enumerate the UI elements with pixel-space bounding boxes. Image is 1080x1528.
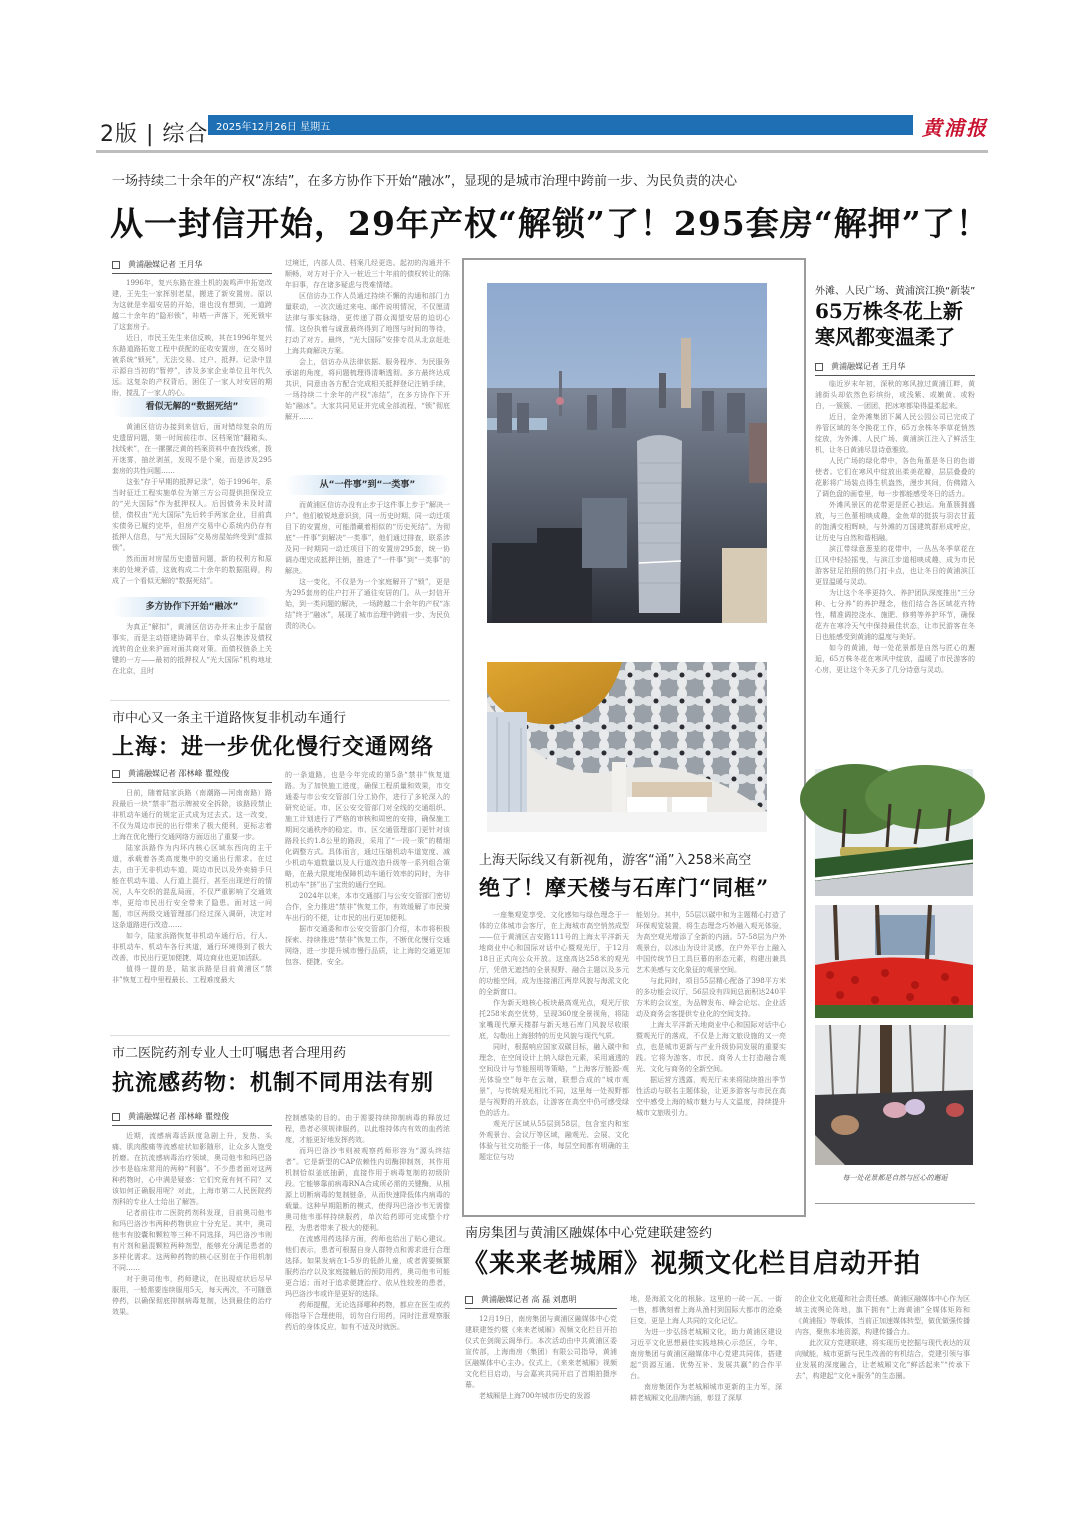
paragraph: 1996年，复兴东路在淮土机的轰鸣声中拓宽改建，王先生一家挥别老屋，搬进了新安置房。原以为这就是幸福安居的开始，谁也没有想到，一道跨越二十余年的“隐形锁”，咔嗒一声落下，死死锁牢了这套房子。 xyxy=(112,279,272,331)
traffic-kicker: 市中心又一条主干道路恢复非机动车通行 xyxy=(112,711,347,726)
lead-column-1-mid xyxy=(112,422,272,590)
gardeners-planting-image xyxy=(815,1025,973,1165)
paragraph: 控制感染的目的。由于需要持续抑制病毒的释放过程，患者必须规律服药，以此维持体内有效的血药浓度，才能更好地发挥药效。 xyxy=(285,1114,450,1144)
paragraph: 近期，流感病毒活跃度急剧上升，发热、头痛、肌肉酸痛等流感症状如影随形，让众多人饱受折磨。在抗流感病毒治疗领域，奥司他韦和玛巴洛沙韦是临床常用的两种“利器”。不少患者面对这两种药物时，心中满是疑惑：它们究竟有何不同？又该如何正确服用呢？对此，上海市第二人民医院药剂科的专业人士给出了解答。 xyxy=(112,1132,272,1206)
laolai-column-3 xyxy=(795,1294,970,1404)
paragraph: 12月19日，南房集团与黄浦区融媒体中心党建联建签约暨《来来老城厢》视频文化栏目开拍仪式在剑阁云阁举行。本次活动由中共黄浦区委宣传部，上海南房（集团）有限公司指导，黄浦区融媒体中心主办。仪式上，《来来老城厢》视频文化栏目启动，与会嘉宾共同开启了首期拍摄序幕。 xyxy=(465,1315,617,1389)
lead-subhead-2: 多方协作下开始“融冰” xyxy=(112,597,272,617)
lead-kicker: 一场持续二十余年的产权“冻结”，在多方协作下开始“融冰”，显现的是城市治理中跨前一步、为民负责的决心 xyxy=(112,174,737,189)
lead-column-1-bottom xyxy=(112,622,272,682)
byline-text: 黄浦融媒记者 邵林峰 瞿煌俊 xyxy=(128,1112,230,1121)
paragraph: 据市交通委和市公安交管部门介绍，本市将积极探索、持续推进“禁非”恢复工作，不断优化慢行交通网络，进一步提升城市慢行品质，让上海的交通更加包容、便捷、安全。 xyxy=(285,925,450,966)
paragraph: 会上，信访办从法律依据、服务程序、为民服务承诺的角度，将问题梳理得清晰透彻。多方最终达成共识，同意由各方配合完成相关抵押登记注销手续，一场持续二十余年的产权“冻结”，在多方协作下开始“融冰”。大家共同见证并完成全部流程，“锁”彻底解开…… xyxy=(285,358,450,421)
paragraph: 与此同时，项目55层精心配备了398平方米的多功能会议厅，56层设有四间总面积达240平方米的会议室，为品牌发布、峰会论坛、企业活动及商务会客提供专业化的空间支持。 xyxy=(636,977,786,1018)
byline-text: 黄浦融媒记者 邵林峰 瞿煌俊 xyxy=(128,769,230,778)
laolai-column-1 xyxy=(465,1314,617,1404)
paragraph: 然而面对房屋历史遗留问题，新的权利方和原来的处境矛盾，这就构成二十余年的数据阻碍，构成了一个看似无解的“数据死结”。 xyxy=(112,555,272,585)
byline-box-icon xyxy=(815,363,823,371)
flu-column-2 xyxy=(285,1113,450,1501)
skyline-photo xyxy=(487,283,767,623)
flowers-byline xyxy=(815,361,975,376)
traffic-column-1 xyxy=(112,788,272,1018)
masthead-divider xyxy=(96,150,988,153)
paragraph: 这一变化，不仅是为一个家庭解开了“锁”，更是为295套房的住户打开了通往安居的门。从一封信开始，到一类问题的解决，一场跨越二十余年的产权“冻结”终于“融冰”，展现了城市治理中跨前一步、为民负责的决心。 xyxy=(285,578,450,630)
tulip-bed-photo xyxy=(815,905,973,1018)
paragraph: 地，是海派文化的根脉。这里的一砖一瓦、一街一巷，都镌刻着上海从渔村到国际大都市的沧桑巨变，更是上海人共同的文化记忆。 xyxy=(630,1295,782,1325)
tree-lined-road-image xyxy=(815,769,973,896)
observation-deck-image xyxy=(487,662,767,832)
byline-box-icon xyxy=(112,261,120,269)
paragraph: 日前，随着陆家浜路（南潮路—河南南路）路段最后一块“禁非”指示牌被安全拆除，该路段禁止非机动车通行的规定正式成为过去式。这一改变，不仅为周边市民的出行带来了极大便利，更标志着上海在优化慢行交通网络方面迈出了重要一步。 xyxy=(112,789,272,841)
tree-lined-road-photo xyxy=(815,769,973,896)
paragraph: 而玛巴洛沙韦则被观察药师形容为“源头终结者”。它是新型的CAP依赖性内切酶抑制剂，其作用机制恰似釜底抽薪，直接作用于病毒复制的初级阶段。它能够靠前病毒RNA合成所必需的关键酶，从根源上切断病毒的复制链条，从而快速降低体内病毒的载量。这种早期阻断的模式，使得玛巴洛沙韦无需像奥司他韦那样持续服药，单次给药即可完成整个疗程，为患者带来了极大的便利。 xyxy=(285,1147,450,1232)
skyline-column-2 xyxy=(636,910,786,1206)
traffic-byline xyxy=(112,768,272,783)
paragraph: 药师提醒，无论选择哪种药物，都应在医生或药师指导下合理使用，切勿自行用药，同时注意观察服药后的身体反应，如有不适及时就医。 xyxy=(285,1301,450,1331)
paragraph: 外滩风景区的花带更是匠心独运。角堇簇拥盛放，与三色堇相映成趣，金鱼草的挺拔与羽衣甘蓝的饱满交相辉映，与外滩的万国建筑群形成呼应，让历史与自然和谐相融。 xyxy=(815,501,975,542)
lead-column-2-top xyxy=(285,258,450,463)
skyline-image xyxy=(487,283,767,623)
paragraph: 同时，根据响应国家双碳目标，融入碳中和理念，在空间设计上纳入绿色元素，采用通透的空间设计与节能照明等策略，“上海客厅能源-观光体验空”每年在云端，联想合成的“城市观景”，与传统观光相比不同，这里每一处视野都是与视野的开放态，让游客在高空中仍可感受绿色的活力。 xyxy=(479,1043,629,1117)
paragraph: 为真正“解扣”，黄浦区信访办并未止步于屋宿事实，而是主动搭建协调平台，牵头召集涉及债权流转的企业来沪面对面共商对策。而债权链条上关键的一方——最初的抵押权人“光大国际”机构地址在北京，且时 xyxy=(112,623,272,675)
laolai-headline: 《来来老城厢》视频文化栏目启动开拍 xyxy=(462,1249,922,1279)
byline-box-icon xyxy=(465,1296,473,1304)
paragraph: 作为新天地核心板块最高观光点，观光厅依托258米高空优势，呈现360度全景视角，将陆家嘴现代摩天楼群与新天地石库门风貌尽收眼底，勾勒出上海独特的历史风貌与现代气质。 xyxy=(479,999,629,1040)
paragraph: 能划分。其中，55层以碳中和为主题精心打造了环保观览装置，将生态理念巧妙融入观光体验，为高空观光增添了全新的内涵。57-58层为户外观景台，以冰山为设计灵感，在户外平台上融入中国传统节日工具巨幕的形态元素，构建出兼具艺术美感与文化象征的观景空间。 xyxy=(636,911,786,974)
paragraph: 过境迁，内部人员、档案几经更迭。起初的沟通并不顺畅，对方对于介入一桩近三十年前的债权转让的陈年旧事，存在诸多疑虑与畏难情绪。 xyxy=(285,259,450,289)
flowers-headline-line-1: 65万株冬花上新 xyxy=(815,299,963,323)
lead-subhead-1: 看似无解的“数据死结” xyxy=(112,397,272,417)
flowers-end-rule xyxy=(815,1203,975,1204)
section-divider xyxy=(110,1035,450,1036)
paragraph: 南房集团作为老城厢城市更新的主力军，深耕老城厢文化品牌内涵，彰显了深厚 xyxy=(630,1383,782,1402)
flu-headline: 抗流感药物：机制不同用法有别 xyxy=(112,1070,435,1096)
paragraph: 近日，金外滩集团下属人民公园公司已完成了养管区域的冬令换花工作，65万余株冬季草花悄然绽放，为外滩、人民广场、黄浦滨江注入了鲜活生机，让冬日黄浦尽显诗意雅致。 xyxy=(815,413,975,454)
paragraph: 上海太平洋新天地商业中心和国际对话中心暨观光厅的落成，不仅是上海文旅设施的又一亮点，也是城市更新与产业升级协同发展的重要实践。它将为游客、市民、商务人士打造融合观光、文化与商务的全新空间。 xyxy=(636,1021,786,1073)
laolai-byline xyxy=(465,1294,617,1309)
paragraph: 2024年以来，本市交通部门与公安交管部门密切合作，全力推进“禁非”恢复工作，有效缓解了市民骑车出行的不便，让市民的出行更加便利。 xyxy=(285,892,450,922)
paragraph: 近日，市民王先生来信反映，其在1996年复兴东路道路拓宽工程中获配的征收安置房，在交易时被系统“锁死”，无法交易、过户、抵押。记录中显示源自当初的“暂停”，涉及多家企业单位且年代久远。这复杂的产权背后，困住了一家人对安居的期盼，搅乱了一家人的心。 xyxy=(112,334,272,397)
lead-headline: 从一封信开始，29年产权“解锁”了！295套房“解押”了！ xyxy=(110,204,990,243)
paragraph: 在流感用药选择方面，药师也给出了贴心建议。他们表示，患者可根据自身人群特点和需求进行合理选择。如果发病在1-5岁的低龄儿童，或者需要频繁服药治疗以及家庭接触后的预防用药，奥司他韦可能更合适；而对于追求便捷治疗、依从性较差的患者，玛巴洛沙韦或许是更好的选择。 xyxy=(285,1235,450,1298)
edition-label: 2版 | 综合 xyxy=(100,122,209,147)
laolai-kicker: 南房集团与黄浦区融媒体中心党建联建签约 xyxy=(465,1226,713,1241)
skyline-headline: 绝了！摩天楼与石库门“同框” xyxy=(479,875,770,900)
tulip-bed-image xyxy=(815,905,973,1018)
date-bar xyxy=(208,115,913,135)
traffic-column-2 xyxy=(285,770,450,1018)
paragraph: 人民广场的绿化带中，各色角堇是冬日的色谱使者。它们在寒风中绽放出柔美花瓣，层层叠叠的花影将广场装点得生机盎然，漫步其间，仿佛踏入了调色盘的画卷里，每一步都能感受冬日的活力。 xyxy=(815,457,975,498)
paragraph: 老城厢是上海700年城市历史的发源 xyxy=(479,1392,591,1400)
paragraph: 黄浦区信访办接到来信后，面对错综复杂的历史遗留问题，第一时间前往市、区档案馆“翻箱头、找线索”，在一摞摞泛黄的档案资料中查找线索，拨开迷雾，抽丝剥茧，发现不是个案，而是涉及295套房的共性问题…… xyxy=(112,423,272,475)
gardeners-planting-photo xyxy=(815,1025,973,1165)
paragraph: 记者前往市二医院药剂科发现，目前奥司他韦和玛巴洛沙韦两种药物供应十分充足。其中，奥司他韦有胶囊和颗粒等三种不同选择，玛巴洛沙韦则有片剂和悬混颗粒两种剂型，能够充分满足患者的多样化需求。这两种药物的核心区别在于作用机制不同…… xyxy=(112,1209,272,1272)
lead-byline xyxy=(112,259,272,274)
byline-box-icon xyxy=(112,1113,120,1121)
laolai-column-2 xyxy=(630,1294,782,1404)
byline-box-icon xyxy=(112,770,120,778)
flu-kicker: 市二医院药剂专业人士叮嘱患者合理用药 xyxy=(112,1046,347,1061)
newspaper-logo: 黄浦报 xyxy=(922,116,988,140)
paragraph: 观光厅区域从55层到58层，包含室内和室外观景台、会议厅等区域，融观光、会展、文化体验与社交功能于一体，每层空间都有明确的主题定位与功 xyxy=(479,1120,629,1161)
paragraph: 值得一提的是，陆家浜路是目前黄浦区“禁非”恢复工程中里程最长、工程难度最大 xyxy=(112,965,272,984)
paragraph: 为让这个冬季更持久、养护团队深度推出“三分种、七分养”的养护理念，他们结合各区域花卉特性，精准调控浇水、施肥、修剪等养护环节，确保花卉在寒冷天气中保持最佳状态，让市民游客在冬日也能感受到黄浦的温度与美好。 xyxy=(815,589,975,641)
paragraph: 临近岁末年初，深秋的寒风掠过黄浦江畔，黄浦街头却依然色彩缤纷，或浅紫、或嫩黄、或粉白，一簇簇、一团团，把冰寒都染得温柔起来。 xyxy=(815,380,975,410)
lead-subhead-3: 从“一件事”到“一类事” xyxy=(285,475,450,495)
flowers-headline xyxy=(815,298,980,350)
paragraph: 陆家浜路作为内环内核心区域东西向的主干道，承载着各类高度集中的交通出行需求。在过去，由于无非机动车道，周边市民以及外卖骑手只能在机动车道、人行道上混行，甚至出现逆行的情况，人车交织的混乱局面，不仅严重影响了交通效率，更给市民出行安全带来了隐患。面对这一问题，市区两级交通管理部门经过深入调研，决定对这条道路进行改造…… xyxy=(112,844,272,929)
section-divider xyxy=(110,700,450,701)
traffic-headline: 上海：进一步优化慢行交通网络 xyxy=(112,734,435,760)
paragraph: 区信访办工作人员通过持续不懈的沟通和部门力量联动，一次次通过来电、邮件说明情况，不仅厘清法律与事实脉络，更传递了群众渴望安居的迫切心情。这份执着与诚意最终得到了地图与时间的等待，打动了对方。最终，“光大国际”安排专员从北京赶赴上海共商解决方案。 xyxy=(285,292,450,355)
lead-column-1-top xyxy=(112,278,272,397)
lead-column-2-bottom xyxy=(285,500,450,682)
paragraph: 如今，陆家浜路恢复非机动车通行后，行人、非机动车、机动车各行其道，通行环境得到了极大改善，市民出行更加便捷，周边商业也更加活跃。 xyxy=(112,932,272,962)
paragraph: 据运营方透露，观光厅未来将陆续推出季节性活动与联名主题体验，让更多游客与市民在高空中感受上海的城市魅力与人文温度，持续提升城市文旅吸引力。 xyxy=(636,1076,786,1117)
paragraph: 对于奥司他韦，药师建议，在出现症状后尽早服用，一般需要连续服用5天，每天两次，不可随意停药，以确保彻底抑制病毒复制，达到最佳的治疗效果。 xyxy=(112,1275,272,1316)
flu-byline xyxy=(112,1111,272,1126)
paragraph: 而黄浦区信访办没有止步于这件事上步于“解决一户”。他们敏锐地意识到，同一历史时期、同一动迁项目下的安置房，可能潜藏着相似的“历史死结”。为彻底“一件事”到解决“一类事”，他们通过排查，联系涉及同一时期同一动迁项目下的安置房295套，统一协调办理完成抵押注销，推进了“一件事”到“一类事”的解决。 xyxy=(285,501,450,575)
byline-text: 黄浦融媒记者 高 磊 刘惠明 xyxy=(481,1295,577,1304)
flowers-headline-line-2: 寒风都变温柔了 xyxy=(815,325,955,349)
paragraph: 此次双方党建联建，将实现历史挖掘与现代表达的双向赋能，城市更新与民生改善的有机结合，党建引领与事业发展的深度融合，让老城厢文化“鲜活起来”“传承下去”，构建起“文化+服务”的生态圈。 xyxy=(795,1339,970,1380)
skyline-column-1 xyxy=(479,910,629,1206)
byline-text: 黄浦融媒记者 王月华 xyxy=(128,260,203,269)
skyline-kicker: 上海天际线又有新视角，游客“涌”入258米高空 xyxy=(479,853,752,868)
flowers-photo-caption: 每一处花景都是自然与匠心的邂逅 xyxy=(842,1174,948,1182)
paragraph: 为进一步弘扬老城厢文化，助力黄浦区建设习近平文化思想最佳实践地核心示范区，今年，南房集团与黄浦区融媒体中心党建共同体，搭建起“资源互通、优势互补、发展共赢”的合作平台。 xyxy=(630,1328,782,1380)
paragraph: 如今的黄浦，每一处花景都是自然与匠心的邂逅，65万株冬花在寒风中绽放，温暖了市民游客的心房，更让这个冬天多了几分诗意与灵动。 xyxy=(815,644,975,674)
paragraph: 一座集观览享受、文化感知与绿色理念于一体的立体城市会客厅，在上海城市高空悄然成型——位于黄浦区吉安路111号的上海太平洋新天地商业中心和国际对话中心暨观光厅，于12月18日正式向公众开放。这座高达258米的观光厅，凭借无遮挡的全景视野、融合主题以及多元的功能空间，成为连接浦江两岸风貌与海派文化的全新窗口。 xyxy=(479,911,629,996)
paragraph: 的企业文化底蕴和社会责任感。黄浦区融媒体中心作为区域主流舆论阵地，旗下拥有“上海黄浦”全媒体矩阵和《黄浦报》等载体，当前正加速媒体转型，做优做强传播内容，聚焦本地资源，构建传播合力。 xyxy=(795,1295,970,1336)
observation-deck-photo xyxy=(487,662,767,832)
paragraph: 这张“存于早期的抵押记录”，始于1996年，系当时征迁工程实施单位为第三方公司提供担保设立的“光大国际”作为抵押权人。后因债务未及时清偿，债权由“光大国际”先后转手两家企业，目前真实债务已履约完毕，但房产交易中心系统内仍存有抵押人信息，与“光大国际”交易房屋始终受到“虚拟锁”。 xyxy=(112,478,272,552)
flowers-kicker: 外滩、人民广场、黄浦滨江换“新装” xyxy=(815,286,976,297)
flowers-column xyxy=(815,379,975,762)
paragraph: 滨江带绿意葱茏的花带中，一丛丛冬季草花在江风中轻轻摇曳，与滨江步道相映成趣，成为市民游客驻足拍照的热门打卡点，也让冬日的黄浦滨江更显温暖与灵动。 xyxy=(815,545,975,586)
paragraph: 的一条道路，也是今年完成的第5条“禁非”恢复道路。为了加快施工进度，确保工程质量和效果，市交通委与市公安交管部门分工协作，进行了多轮深入的研究论证。市、区公安交管部门对全线的交通组织、施工计划进行了严格的审核和周密的安排，确保施工期间交通秩序的稳定。市、区交通管理部门更针对该路段长约1.8公里的路段，采用了“一段一策”的精细化调整方式。具体而言，通过压缩机动车道宽度、减少机动车道数量以及人行道改造升级等一系列组合策略，在最大限度地保障机动车通行效率的同时，为非机动车“挤”出了宝贵的通行空间。 xyxy=(285,771,450,889)
issue-date: 2025年12月26日 星期五 xyxy=(216,122,331,133)
flu-column-1 xyxy=(112,1131,272,1501)
byline-text: 黄浦融媒记者 王月华 xyxy=(831,362,906,371)
